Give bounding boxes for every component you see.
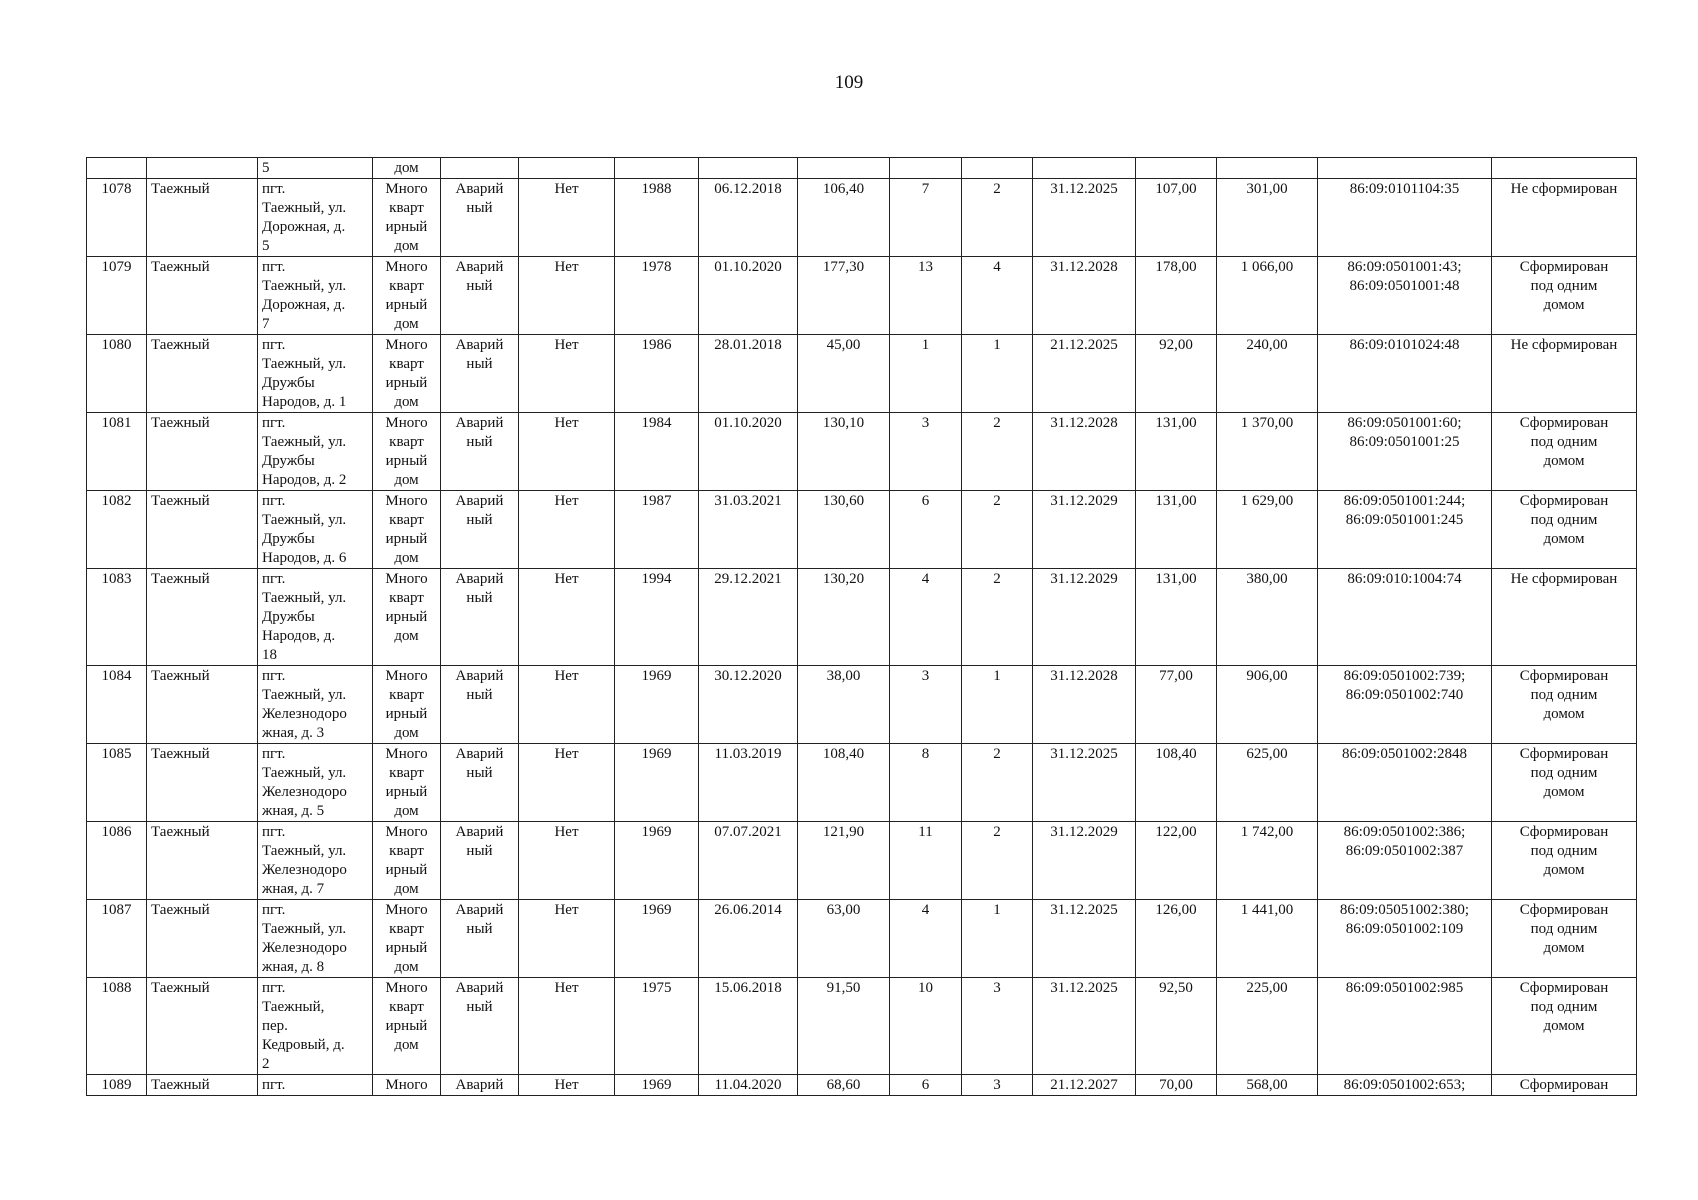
cell-cadastre: 86:09:0501002:2848 [1318, 744, 1492, 822]
cell [1033, 158, 1136, 179]
cell-number: 1085 [87, 744, 147, 822]
cell-land-status: Сформирован под одним домом [1492, 491, 1637, 569]
cell-area: 91,50 [798, 978, 890, 1075]
cell-count: 2 [962, 491, 1033, 569]
cell-flag: Нет [519, 744, 615, 822]
cell-status: Аварий ный [441, 822, 519, 900]
cell-land-status: Сформирован под одним домом [1492, 978, 1637, 1075]
cell-number: 1088 [87, 978, 147, 1075]
cell-count: 4 [962, 257, 1033, 335]
cell-area: 130,60 [798, 491, 890, 569]
cell-date: 01.10.2020 [699, 413, 798, 491]
cell [519, 158, 615, 179]
table-row [87, 413, 1637, 491]
cell-land-status: Сформирован под одним домом [1492, 413, 1637, 491]
cell-plan-date: 31.12.2028 [1033, 413, 1136, 491]
cell-status: Аварий ный [441, 179, 519, 257]
cell-town: Таежный [147, 335, 258, 413]
cell-flag: Нет [519, 179, 615, 257]
cell [87, 158, 147, 179]
cell-town: Таежный [147, 179, 258, 257]
cell-address: пгт. Таежный, ул. Железнодоро жная, д. 8 [258, 900, 373, 978]
cell-cadastre: 86:09:0501001:244; 86:09:0501001:245 [1318, 491, 1492, 569]
cell-area: 107,00 [1136, 179, 1217, 257]
cell-cadastre: 86:09:0501001:43; 86:09:0501001:48 [1318, 257, 1492, 335]
cell-date: 01.10.2020 [699, 257, 798, 335]
cell-address: пгт. Таежный, ул. Дружбы Народов, д. 2 [258, 413, 373, 491]
cell-town: Таежный [147, 822, 258, 900]
cell-status: Аварий [441, 1075, 519, 1096]
table-row [87, 744, 1637, 822]
cell-year: 1975 [615, 978, 699, 1075]
cell-land-status: Не сформирован [1492, 335, 1637, 413]
cell-land-status: Сформирован [1492, 1075, 1637, 1096]
cell [699, 158, 798, 179]
cell-date: 28.01.2018 [699, 335, 798, 413]
cell-count: 1 [962, 900, 1033, 978]
cell-town: Таежный [147, 413, 258, 491]
cell-type: Много кварт ирный дом [373, 666, 441, 744]
cell-area: 130,10 [798, 413, 890, 491]
cell-flag: Нет [519, 666, 615, 744]
cell [1318, 158, 1492, 179]
cell-year: 1986 [615, 335, 699, 413]
cell-land-status: Сформирован под одним домом [1492, 257, 1637, 335]
cell-cadastre: 86:09:0501001:60; 86:09:0501001:25 [1318, 413, 1492, 491]
cell-year: 1984 [615, 413, 699, 491]
cell-count: 2 [962, 179, 1033, 257]
cell-date: 06.12.2018 [699, 179, 798, 257]
cell-type: Много кварт ирный дом [373, 335, 441, 413]
cell-area: 45,00 [798, 335, 890, 413]
cell-count: 3 [962, 978, 1033, 1075]
cell-year: 1987 [615, 491, 699, 569]
cell-count: 8 [890, 744, 962, 822]
cell-town: Таежный [147, 1075, 258, 1096]
cell-count: 3 [962, 1075, 1033, 1096]
cell [615, 158, 699, 179]
cell-town: Таежный [147, 900, 258, 978]
cell-area: 121,90 [798, 822, 890, 900]
table-row [87, 900, 1637, 978]
page-number: 109 [834, 72, 864, 93]
cell-count: 3 [890, 666, 962, 744]
cell-count: 1 [962, 666, 1033, 744]
cell-area: 122,00 [1136, 822, 1217, 900]
cell-number: 1081 [87, 413, 147, 491]
cell-area: 38,00 [798, 666, 890, 744]
cell-year: 1969 [615, 822, 699, 900]
cell-year: 1994 [615, 569, 699, 666]
cell-count: 2 [962, 822, 1033, 900]
cell [1492, 158, 1637, 179]
cell-count: 7 [890, 179, 962, 257]
cell [798, 158, 890, 179]
cell-flag: Нет [519, 900, 615, 978]
cell-town: Таежный [147, 491, 258, 569]
housing-table [86, 157, 1637, 1096]
cell-type: Много кварт ирный дом [373, 744, 441, 822]
cell-count: 2 [962, 413, 1033, 491]
cell-cadastre: 86:09:0501002:653; [1318, 1075, 1492, 1096]
cell-area: 108,40 [798, 744, 890, 822]
cell-area: 131,00 [1136, 569, 1217, 666]
cell-status: Аварий ный [441, 978, 519, 1075]
cell-number: 1080 [87, 335, 147, 413]
cell-flag: Нет [519, 822, 615, 900]
cell-date: 26.06.2014 [699, 900, 798, 978]
cell-land-status: Сформирован под одним домом [1492, 744, 1637, 822]
cell-flag: Нет [519, 569, 615, 666]
cell-amount: 1 629,00 [1217, 491, 1318, 569]
cell-count: 2 [962, 744, 1033, 822]
cell-number: 1083 [87, 569, 147, 666]
cell-count: 1 [890, 335, 962, 413]
cell-flag: Нет [519, 1075, 615, 1096]
cell-count: 4 [890, 900, 962, 978]
cell-plan-date: 31.12.2025 [1033, 978, 1136, 1075]
cell [962, 158, 1033, 179]
cell-date: 15.06.2018 [699, 978, 798, 1075]
cell-amount: 906,00 [1217, 666, 1318, 744]
cell-year: 1969 [615, 666, 699, 744]
cell-type: Много кварт ирный дом [373, 822, 441, 900]
cell-cadastre: 86:09:0101104:35 [1318, 179, 1492, 257]
cell-year: 1969 [615, 900, 699, 978]
cell-cadastre: 86:09:0501002:386; 86:09:0501002:387 [1318, 822, 1492, 900]
table-row [87, 978, 1637, 1075]
cell-number: 1084 [87, 666, 147, 744]
cell-address: пгт. Таежный, пер. Кедровый, д. 2 [258, 978, 373, 1075]
cell-area: 77,00 [1136, 666, 1217, 744]
cell-area: 68,60 [798, 1075, 890, 1096]
cell-amount: 1 441,00 [1217, 900, 1318, 978]
table-row [87, 569, 1637, 666]
table-row-continued [87, 158, 1637, 179]
table-row [87, 257, 1637, 335]
table-row [87, 179, 1637, 257]
cell-address: пгт. Таежный, ул. Дорожная, д. 5 [258, 179, 373, 257]
cell-date: 11.04.2020 [699, 1075, 798, 1096]
cell-status: Аварий ный [441, 569, 519, 666]
cell [1136, 158, 1217, 179]
cell-number: 1087 [87, 900, 147, 978]
cell-area: 63,00 [798, 900, 890, 978]
cell-area: 177,30 [798, 257, 890, 335]
cell-type: Много кварт ирный дом [373, 900, 441, 978]
cell-count: 4 [890, 569, 962, 666]
table-row [87, 822, 1637, 900]
cell-plan-date: 31.12.2025 [1033, 900, 1136, 978]
cell-plan-date: 31.12.2025 [1033, 744, 1136, 822]
cell [441, 158, 519, 179]
cell-land-status: Сформирован под одним домом [1492, 666, 1637, 744]
cell-number: 1082 [87, 491, 147, 569]
cell-type: дом [373, 158, 441, 179]
cell-area: 70,00 [1136, 1075, 1217, 1096]
cell-date: 29.12.2021 [699, 569, 798, 666]
cell-amount: 568,00 [1217, 1075, 1318, 1096]
cell-address: пгт. Таежный, ул. Железнодоро жная, д. 7 [258, 822, 373, 900]
cell-count: 3 [890, 413, 962, 491]
cell-area: 106,40 [798, 179, 890, 257]
cell-status: Аварий ный [441, 900, 519, 978]
cell-amount: 301,00 [1217, 179, 1318, 257]
cell-town: Таежный [147, 744, 258, 822]
cell-plan-date: 21.12.2025 [1033, 335, 1136, 413]
cell-status: Аварий ный [441, 744, 519, 822]
cell-year: 1978 [615, 257, 699, 335]
cell-type: Много кварт ирный дом [373, 413, 441, 491]
cell-count: 6 [890, 491, 962, 569]
cell-address: пгт. Таежный, ул. Дорожная, д. 7 [258, 257, 373, 335]
cell-type: Много кварт ирный дом [373, 257, 441, 335]
cell-amount: 1 066,00 [1217, 257, 1318, 335]
cell-amount: 1 742,00 [1217, 822, 1318, 900]
cell-flag: Нет [519, 257, 615, 335]
cell-plan-date: 31.12.2029 [1033, 822, 1136, 900]
cell-area: 126,00 [1136, 900, 1217, 978]
cell-area: 131,00 [1136, 413, 1217, 491]
cell-flag: Нет [519, 335, 615, 413]
cell-town: Таежный [147, 978, 258, 1075]
cell-count: 13 [890, 257, 962, 335]
cell-town: Таежный [147, 666, 258, 744]
cell-amount: 225,00 [1217, 978, 1318, 1075]
cell-address: пгт. Таежный, ул. Дружбы Народов, д. 18 [258, 569, 373, 666]
cell-plan-date: 31.12.2025 [1033, 179, 1136, 257]
cell-land-status: Не сформирован [1492, 179, 1637, 257]
cell-flag: Нет [519, 978, 615, 1075]
cell-status: Аварий ный [441, 666, 519, 744]
cell-plan-date: 31.12.2029 [1033, 491, 1136, 569]
cell-year: 1969 [615, 744, 699, 822]
cell-count: 2 [962, 569, 1033, 666]
cell-cadastre: 86:09:0101024:48 [1318, 335, 1492, 413]
cell-amount: 240,00 [1217, 335, 1318, 413]
cell [890, 158, 962, 179]
cell-type: Много кварт ирный дом [373, 978, 441, 1075]
cell [1217, 158, 1318, 179]
cell-type: Много кварт ирный дом [373, 179, 441, 257]
cell-address: пгт. Таежный, ул. Дружбы Народов, д. 1 [258, 335, 373, 413]
cell-area: 92,00 [1136, 335, 1217, 413]
cell-count: 1 [962, 335, 1033, 413]
cell-status: Аварий ный [441, 413, 519, 491]
cell-land-status: Не сформирован [1492, 569, 1637, 666]
cell-number: 1078 [87, 179, 147, 257]
cell-area: 131,00 [1136, 491, 1217, 569]
cell-count: 6 [890, 1075, 962, 1096]
cell-plan-date: 31.12.2029 [1033, 569, 1136, 666]
cell-amount: 625,00 [1217, 744, 1318, 822]
cell-year: 1969 [615, 1075, 699, 1096]
cell-count: 11 [890, 822, 962, 900]
cell-land-status: Сформирован под одним домом [1492, 900, 1637, 978]
table-row [87, 491, 1637, 569]
cell-cadastre: 86:09:0501002:739; 86:09:0501002:740 [1318, 666, 1492, 744]
cell-amount: 1 370,00 [1217, 413, 1318, 491]
cell-amount: 380,00 [1217, 569, 1318, 666]
cell-address: 5 [258, 158, 373, 179]
cell-town: Таежный [147, 569, 258, 666]
cell-area: 92,50 [1136, 978, 1217, 1075]
cell-date: 30.12.2020 [699, 666, 798, 744]
cell-type: Много кварт ирный дом [373, 491, 441, 569]
cell-cadastre: 86:09:0501002:985 [1318, 978, 1492, 1075]
cell-cadastre: 86:09:010:1004:74 [1318, 569, 1492, 666]
cell-town: Таежный [147, 257, 258, 335]
cell-year: 1988 [615, 179, 699, 257]
cell-cadastre: 86:09:05051002:380; 86:09:0501002:109 [1318, 900, 1492, 978]
cell-address: пгт. Таежный, ул. Дружбы Народов, д. 6 [258, 491, 373, 569]
cell-plan-date: 21.12.2027 [1033, 1075, 1136, 1096]
cell-area: 108,40 [1136, 744, 1217, 822]
cell-plan-date: 31.12.2028 [1033, 257, 1136, 335]
cell-date: 11.03.2019 [699, 744, 798, 822]
cell-number: 1086 [87, 822, 147, 900]
cell-type: Много [373, 1075, 441, 1096]
cell-land-status: Сформирован под одним домом [1492, 822, 1637, 900]
cell-date: 07.07.2021 [699, 822, 798, 900]
cell-status: Аварий ный [441, 335, 519, 413]
cell-address: пгт. [258, 1075, 373, 1096]
cell-number: 1089 [87, 1075, 147, 1096]
table-row [87, 335, 1637, 413]
cell-plan-date: 31.12.2028 [1033, 666, 1136, 744]
table-row [87, 666, 1637, 744]
cell-area: 178,00 [1136, 257, 1217, 335]
cell-type: Много кварт ирный дом [373, 569, 441, 666]
cell-count: 10 [890, 978, 962, 1075]
cell [147, 158, 258, 179]
cell-status: Аварий ный [441, 491, 519, 569]
table-row [87, 1075, 1637, 1096]
cell-number: 1079 [87, 257, 147, 335]
cell-flag: Нет [519, 413, 615, 491]
cell-address: пгт. Таежный, ул. Железнодоро жная, д. 5 [258, 744, 373, 822]
cell-status: Аварий ный [441, 257, 519, 335]
cell-area: 130,20 [798, 569, 890, 666]
cell-address: пгт. Таежный, ул. Железнодоро жная, д. 3 [258, 666, 373, 744]
cell-date: 31.03.2021 [699, 491, 798, 569]
cell-flag: Нет [519, 491, 615, 569]
